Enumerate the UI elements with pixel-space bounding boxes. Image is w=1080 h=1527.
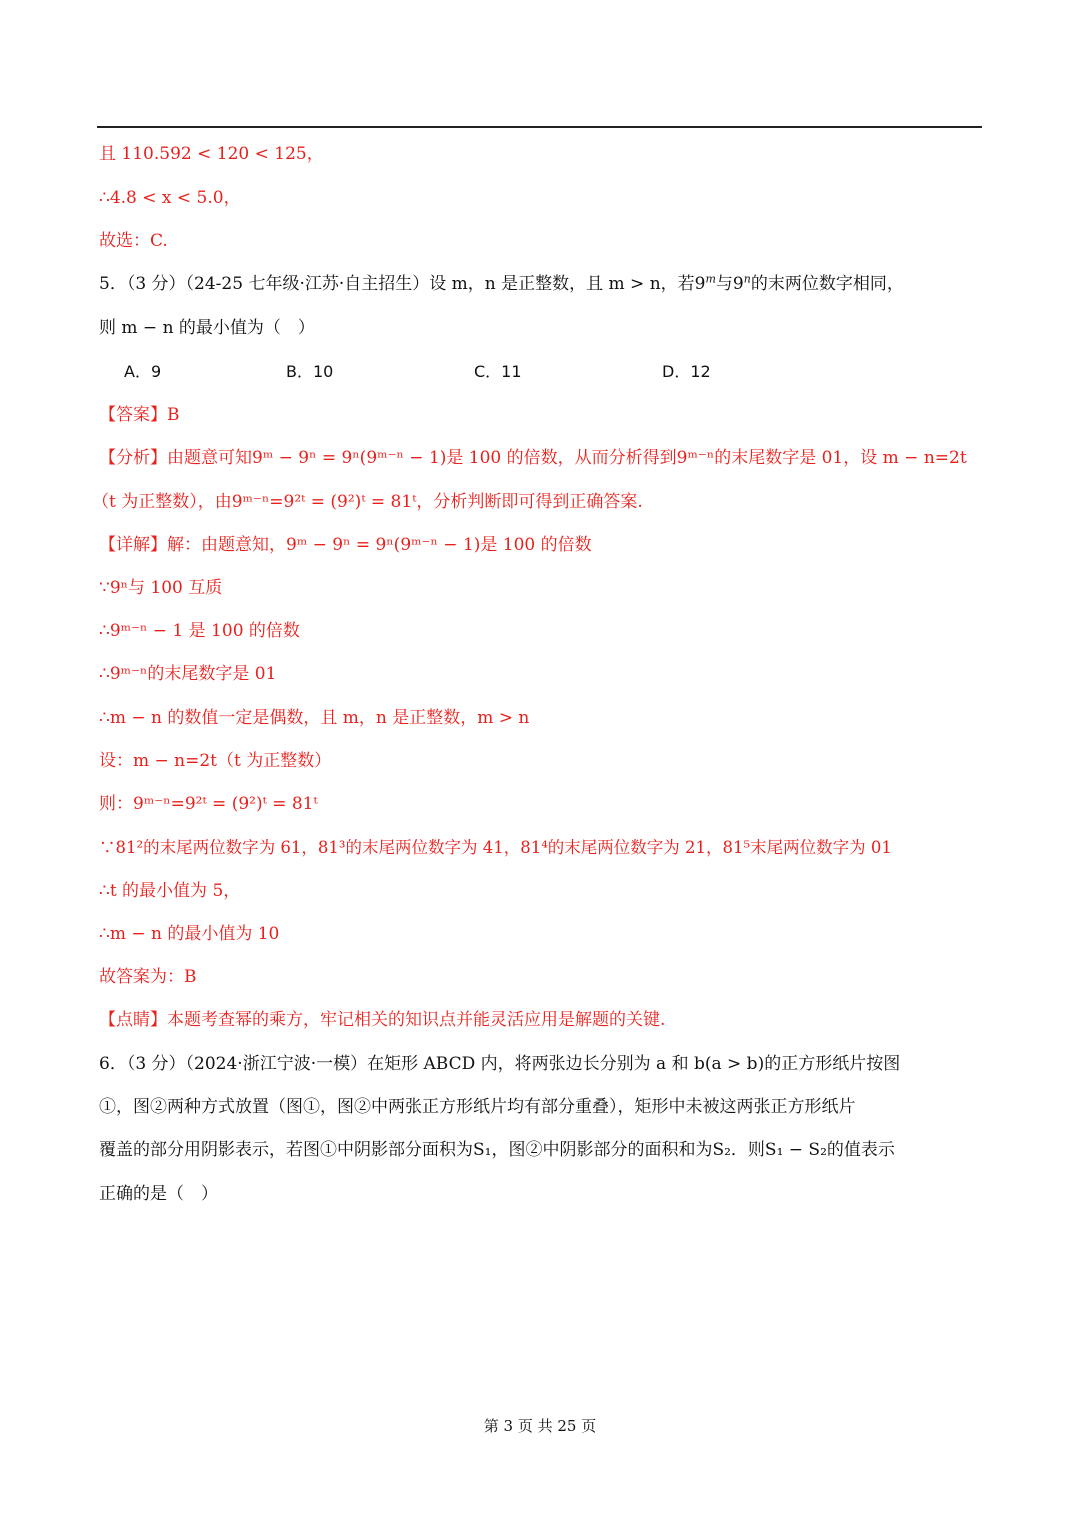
analysis-line xyxy=(99,446,967,470)
question-5-line: 则 m − n 的最小值为（ ） xyxy=(99,318,315,338)
detail-line: ∵81²的末尾两位数字为 61，81³的末尾两位数字为 41，81⁴的末尾两位数字为 21，81⁵末尾两位数字为 01 xyxy=(99,838,892,857)
detail-line: ∴t 的最小值为 5， xyxy=(99,881,241,901)
question-6-line: 正确的是（ ） xyxy=(99,1184,218,1204)
comment-tag: 【点睛】 xyxy=(99,1010,167,1030)
detail-tag: 【详解】 xyxy=(99,535,167,555)
analysis-line: （t 为正整数），由9ᵐ⁻ⁿ=9²ᵗ = (9²)ᵗ = 81ᵗ，分析判断即可得到正确答案. xyxy=(92,492,643,512)
question-6-line: 6．（3 分）（2024·浙江宁波·一模）在矩形 ABCD 内，将两张边长分别为 a 和 b(a > b)的正方形纸片按图 xyxy=(99,1054,901,1074)
detail-line: 故答案为：B xyxy=(99,967,197,987)
text-line: ∴4.8 < x < 5.0， xyxy=(99,188,241,208)
page-footer: 第 3 页 共 25 页 xyxy=(483,1417,597,1435)
text-line: 且 110.592 < 120 < 125， xyxy=(99,144,324,164)
answer-value: B xyxy=(167,405,180,425)
detail-line: ∴9ᵐ⁻ⁿ − 1 是 100 的倍数 xyxy=(99,621,300,641)
option-a: A．9 xyxy=(124,362,162,381)
option-c: C．11 xyxy=(474,362,522,381)
option-d: D．12 xyxy=(662,362,711,381)
question-6-line: 覆盖的部分用阴影表示，若图①中阴影部分面积为S₁，图②中阴影部分的面积和为S₂．则S₁ − S₂的值表示 xyxy=(99,1140,895,1160)
question-5-part: 与9 xyxy=(715,274,744,294)
detail-line: ∴m − n 的数值一定是偶数，且 m，n 是正整数，m > n xyxy=(99,708,530,728)
detail-line: ∴m − n 的最小值为 10 xyxy=(99,924,280,944)
detail-line xyxy=(99,533,592,557)
analysis-text: 由题意可知9ᵐ − 9ⁿ = 9ⁿ(9ᵐ⁻ⁿ − 1)是 100 的倍数，从而分析得到9ᵐ⁻ⁿ的末尾数字是 01，设 m − n=2t xyxy=(167,448,967,468)
question-5-line: 5．（3 分）（24-25 七年级·江苏·自主招生）设 m，n 是正整数，且 m > n，若9$^m$与9$^n$的末两位数字相同， xyxy=(99,272,904,294)
analysis-tag: 【分析】 xyxy=(99,448,167,468)
answer-line xyxy=(99,403,180,427)
detail-line: ∴9ᵐ⁻ⁿ的末尾数字是 01 xyxy=(99,664,277,684)
text-line: 故选：C. xyxy=(99,231,168,251)
answer-tag: 【答案】 xyxy=(99,405,167,425)
question-5-part: 的末两位数字相同， xyxy=(750,274,904,294)
detail-text: 解：由题意知，9ᵐ − 9ⁿ = 9ⁿ(9ᵐ⁻ⁿ − 1)是 100 的倍数 xyxy=(167,535,592,555)
header-rule xyxy=(97,126,982,128)
comment-text: 本题考查幂的乘方，牢记相关的知识点并能灵活应用是解题的关键. xyxy=(167,1010,666,1030)
option-b: B．10 xyxy=(286,362,334,381)
detail-line: 则：9ᵐ⁻ⁿ=9²ᵗ = (9²)ᵗ = 81ᵗ xyxy=(99,794,318,814)
question-6-line: ①，图②两种方式放置（图①，图②中两张正方形纸片均有部分重叠），矩形中未被这两张正方形纸片 xyxy=(99,1097,856,1117)
question-5-part: 5．（3 分）（24-25 七年级·江苏·自主招生）设 m，n 是正整数，且 m > n，若9 xyxy=(99,274,706,294)
detail-line: 设：m − n=2t（t 为正整数） xyxy=(99,751,332,771)
comment-line xyxy=(99,1008,665,1032)
detail-line: ∵9ⁿ与 100 互质 xyxy=(99,578,223,598)
